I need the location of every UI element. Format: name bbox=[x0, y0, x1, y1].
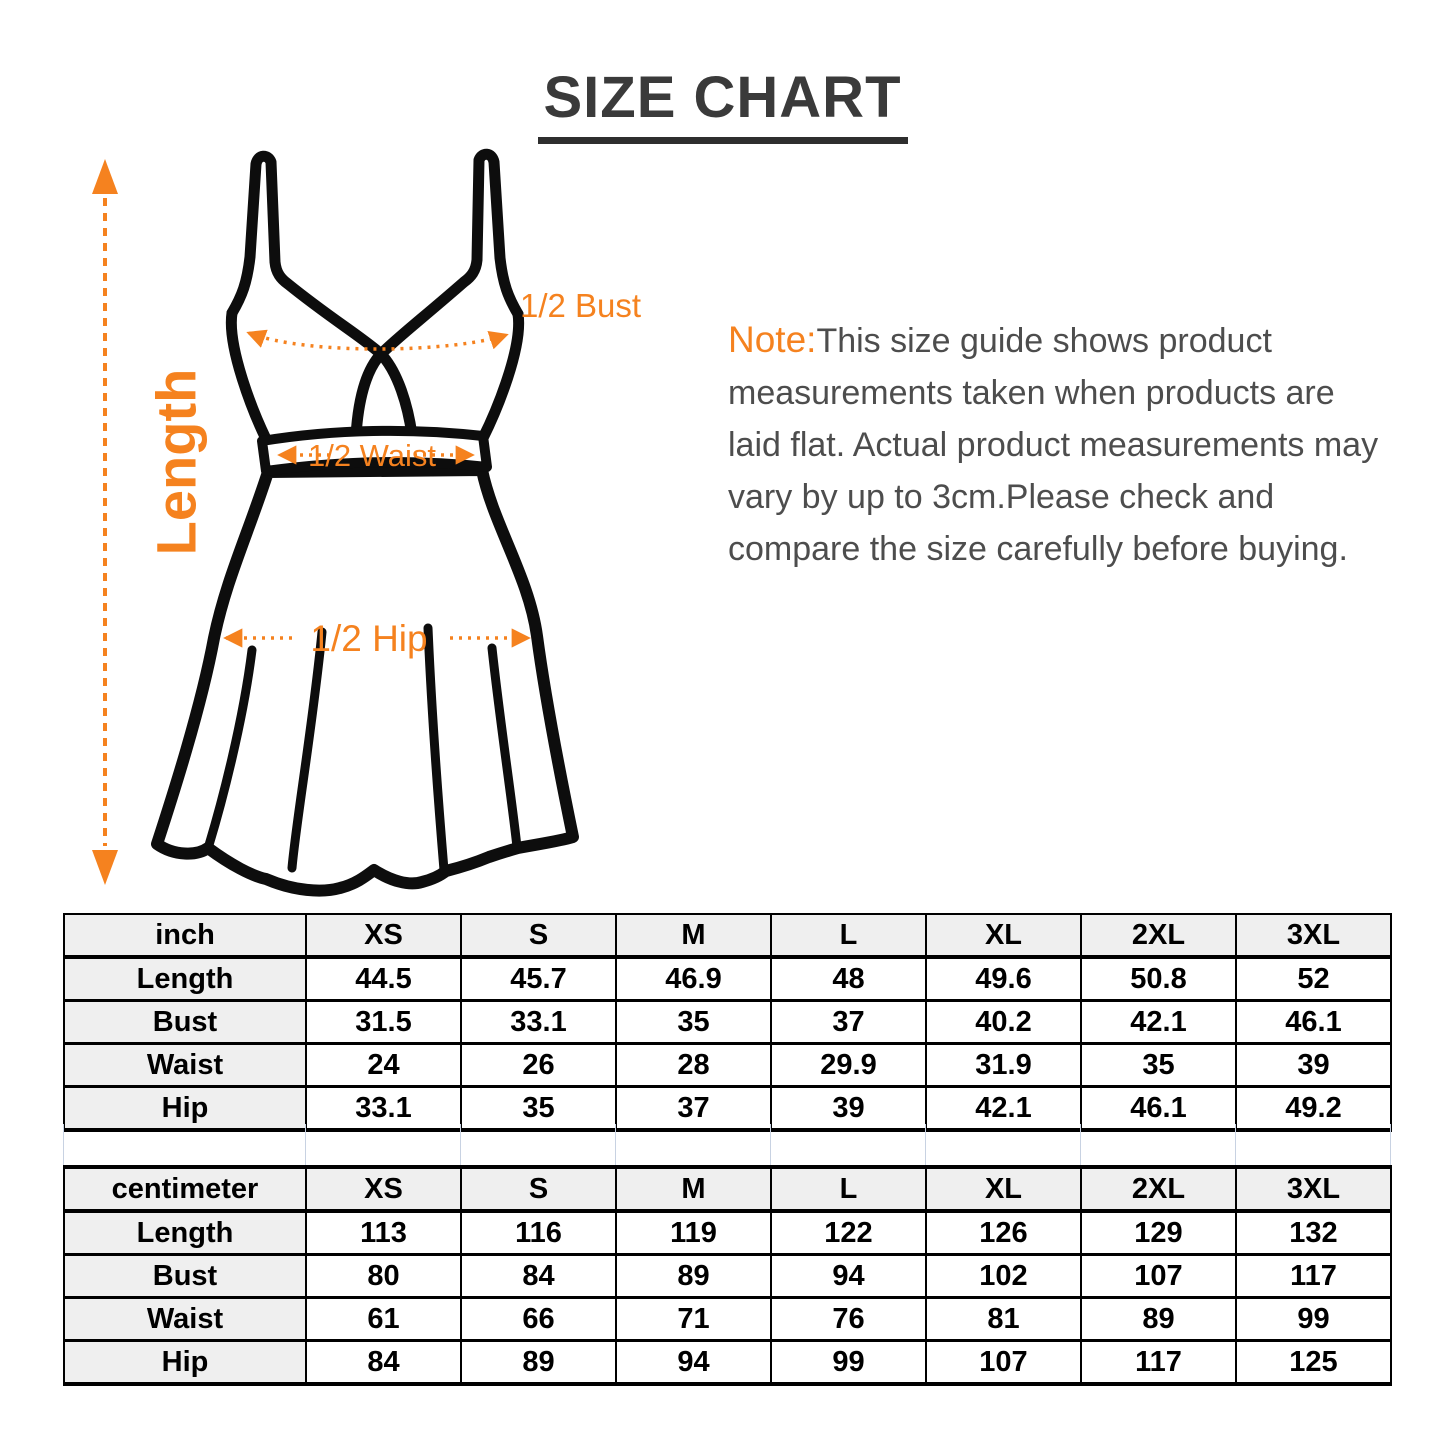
length-label: Length bbox=[144, 368, 208, 556]
table-row bbox=[64, 1298, 1391, 1341]
spacer-cell bbox=[1236, 1124, 1391, 1165]
measurement-value-cell: 49.6 bbox=[926, 957, 1081, 1001]
size-column-header: XL bbox=[926, 914, 1081, 957]
measurement-value-cell: 71 bbox=[616, 1298, 771, 1341]
measurement-value-cell: 116 bbox=[461, 1211, 616, 1255]
measurement-value-cell: 45.7 bbox=[461, 957, 616, 1001]
measurement-value-cell: 66 bbox=[461, 1298, 616, 1341]
measurement-value-cell: 126 bbox=[926, 1211, 1081, 1255]
unit-header: inch bbox=[64, 914, 306, 957]
measurement-value-cell: 132 bbox=[1236, 1211, 1391, 1255]
table-row bbox=[64, 1341, 1391, 1385]
size-column-header: XS bbox=[306, 1167, 461, 1211]
measurement-value-cell: 94 bbox=[771, 1255, 926, 1298]
measurement-value-cell: 39 bbox=[771, 1087, 926, 1131]
table-row bbox=[64, 957, 1391, 1001]
measurement-value-cell: 89 bbox=[1081, 1298, 1236, 1341]
size-column-header: L bbox=[771, 914, 926, 957]
measurement-value-cell: 94 bbox=[616, 1341, 771, 1385]
unit-header: centimeter bbox=[64, 1167, 306, 1211]
measurement-value-cell: 99 bbox=[1236, 1298, 1391, 1341]
measurement-value-cell: 42.1 bbox=[926, 1087, 1081, 1131]
dress-measurement-diagram bbox=[40, 128, 665, 928]
size-column-header: XS bbox=[306, 914, 461, 957]
measurement-value-cell: 35 bbox=[461, 1087, 616, 1131]
size-column-header: S bbox=[461, 914, 616, 957]
measurement-value-cell: 84 bbox=[306, 1341, 461, 1385]
spacer-cell bbox=[616, 1124, 771, 1165]
measurement-row-label: Waist bbox=[64, 1298, 306, 1341]
header-row bbox=[64, 914, 1391, 957]
measurement-value-cell: 61 bbox=[306, 1298, 461, 1341]
measurement-value-cell: 125 bbox=[1236, 1341, 1391, 1385]
measurement-value-cell: 102 bbox=[926, 1255, 1081, 1298]
measurement-value-cell: 117 bbox=[1236, 1255, 1391, 1298]
note-label: Note: bbox=[728, 319, 817, 360]
measurement-value-cell: 113 bbox=[306, 1211, 461, 1255]
measurement-value-cell: 81 bbox=[926, 1298, 1081, 1341]
measurement-value-cell: 48 bbox=[771, 957, 926, 1001]
measurement-row-label: Length bbox=[64, 957, 306, 1001]
measurement-row-label: Waist bbox=[64, 1044, 306, 1087]
table-row bbox=[64, 1001, 1391, 1044]
measurement-value-cell: 49.2 bbox=[1236, 1087, 1391, 1131]
measurement-value-cell: 31.9 bbox=[926, 1044, 1081, 1087]
size-column-header: L bbox=[771, 1167, 926, 1211]
measurement-value-cell: 44.5 bbox=[306, 957, 461, 1001]
spacer-gridlines bbox=[63, 1124, 1391, 1165]
measurement-row-label: Bust bbox=[64, 1255, 306, 1298]
measurement-value-cell: 84 bbox=[461, 1255, 616, 1298]
measurement-value-cell: 76 bbox=[771, 1298, 926, 1341]
table-row bbox=[64, 1255, 1391, 1298]
measurement-value-cell: 129 bbox=[1081, 1211, 1236, 1255]
measurement-value-cell: 37 bbox=[616, 1087, 771, 1131]
measurement-value-cell: 39 bbox=[1236, 1044, 1391, 1087]
spacer-cell bbox=[306, 1124, 461, 1165]
measurement-value-cell: 42.1 bbox=[1081, 1001, 1236, 1044]
size-column-header: XL bbox=[926, 1167, 1081, 1211]
spacer-cell bbox=[771, 1124, 926, 1165]
measurement-value-cell: 122 bbox=[771, 1211, 926, 1255]
measurement-value-cell: 50.8 bbox=[1081, 957, 1236, 1001]
measurement-value-cell: 26 bbox=[461, 1044, 616, 1087]
measurement-value-cell: 28 bbox=[616, 1044, 771, 1087]
measurement-row-label: Hip bbox=[64, 1087, 306, 1131]
spacer-cell bbox=[926, 1124, 1081, 1165]
header-row bbox=[64, 1167, 1391, 1211]
measurement-value-cell: 80 bbox=[306, 1255, 461, 1298]
measurement-value-cell: 52 bbox=[1236, 957, 1391, 1001]
size-column-header: S bbox=[461, 1167, 616, 1211]
note-paragraph bbox=[728, 314, 1388, 575]
measurement-value-cell: 89 bbox=[461, 1341, 616, 1385]
measurement-row-label: Bust bbox=[64, 1001, 306, 1044]
note-text: This size guide shows product measurements taken when products are laid flat. Actual product measurements may vary by up to 3cm.Please check and compare the size carefully before buying. bbox=[728, 322, 1379, 568]
size-column-header: M bbox=[616, 1167, 771, 1211]
length-measure-arrow bbox=[92, 159, 118, 885]
size-column-header: 2XL bbox=[1081, 1167, 1236, 1211]
measurement-value-cell: 119 bbox=[616, 1211, 771, 1255]
size-column-header: 3XL bbox=[1236, 914, 1391, 957]
measurement-value-cell: 35 bbox=[1081, 1044, 1236, 1087]
arrow-up-icon bbox=[92, 159, 118, 194]
spacer-cell bbox=[461, 1124, 616, 1165]
table-row bbox=[64, 1211, 1391, 1255]
measurement-value-cell: 117 bbox=[1081, 1341, 1236, 1385]
measurement-value-cell: 33.1 bbox=[306, 1087, 461, 1131]
measurement-value-cell: 99 bbox=[771, 1341, 926, 1385]
size-table-centimeter bbox=[63, 1165, 1392, 1386]
measurement-value-cell: 89 bbox=[616, 1255, 771, 1298]
waist-label: 1/2 Waist bbox=[307, 438, 437, 473]
spacer-cell bbox=[1081, 1124, 1236, 1165]
measurement-value-cell: 46.9 bbox=[616, 957, 771, 1001]
measurement-value-cell: 31.5 bbox=[306, 1001, 461, 1044]
size-column-header: 3XL bbox=[1236, 1167, 1391, 1211]
arrow-down-icon bbox=[92, 850, 118, 885]
measurement-value-cell: 46.1 bbox=[1236, 1001, 1391, 1044]
page-title: SIZE CHART bbox=[538, 64, 908, 144]
spacer-cell bbox=[63, 1124, 306, 1165]
measurement-value-cell: 37 bbox=[771, 1001, 926, 1044]
measurement-value-cell: 29.9 bbox=[771, 1044, 926, 1087]
measurement-value-cell: 33.1 bbox=[461, 1001, 616, 1044]
size-table-inch bbox=[63, 913, 1392, 1132]
measurement-row-label: Length bbox=[64, 1211, 306, 1255]
size-column-header: 2XL bbox=[1081, 914, 1236, 957]
measurement-value-cell: 107 bbox=[926, 1341, 1081, 1385]
measurement-value-cell: 46.1 bbox=[1081, 1087, 1236, 1131]
measurement-row-label: Hip bbox=[64, 1341, 306, 1385]
bust-label: 1/2 Bust bbox=[520, 287, 642, 324]
dress-outline-drawing bbox=[157, 154, 573, 890]
measurement-value-cell: 107 bbox=[1081, 1255, 1236, 1298]
table-row bbox=[64, 1044, 1391, 1087]
hip-label: 1/2 Hip bbox=[310, 618, 428, 659]
size-column-header: M bbox=[616, 914, 771, 957]
measurement-value-cell: 24 bbox=[306, 1044, 461, 1087]
measurement-value-cell: 40.2 bbox=[926, 1001, 1081, 1044]
measurement-value-cell: 35 bbox=[616, 1001, 771, 1044]
